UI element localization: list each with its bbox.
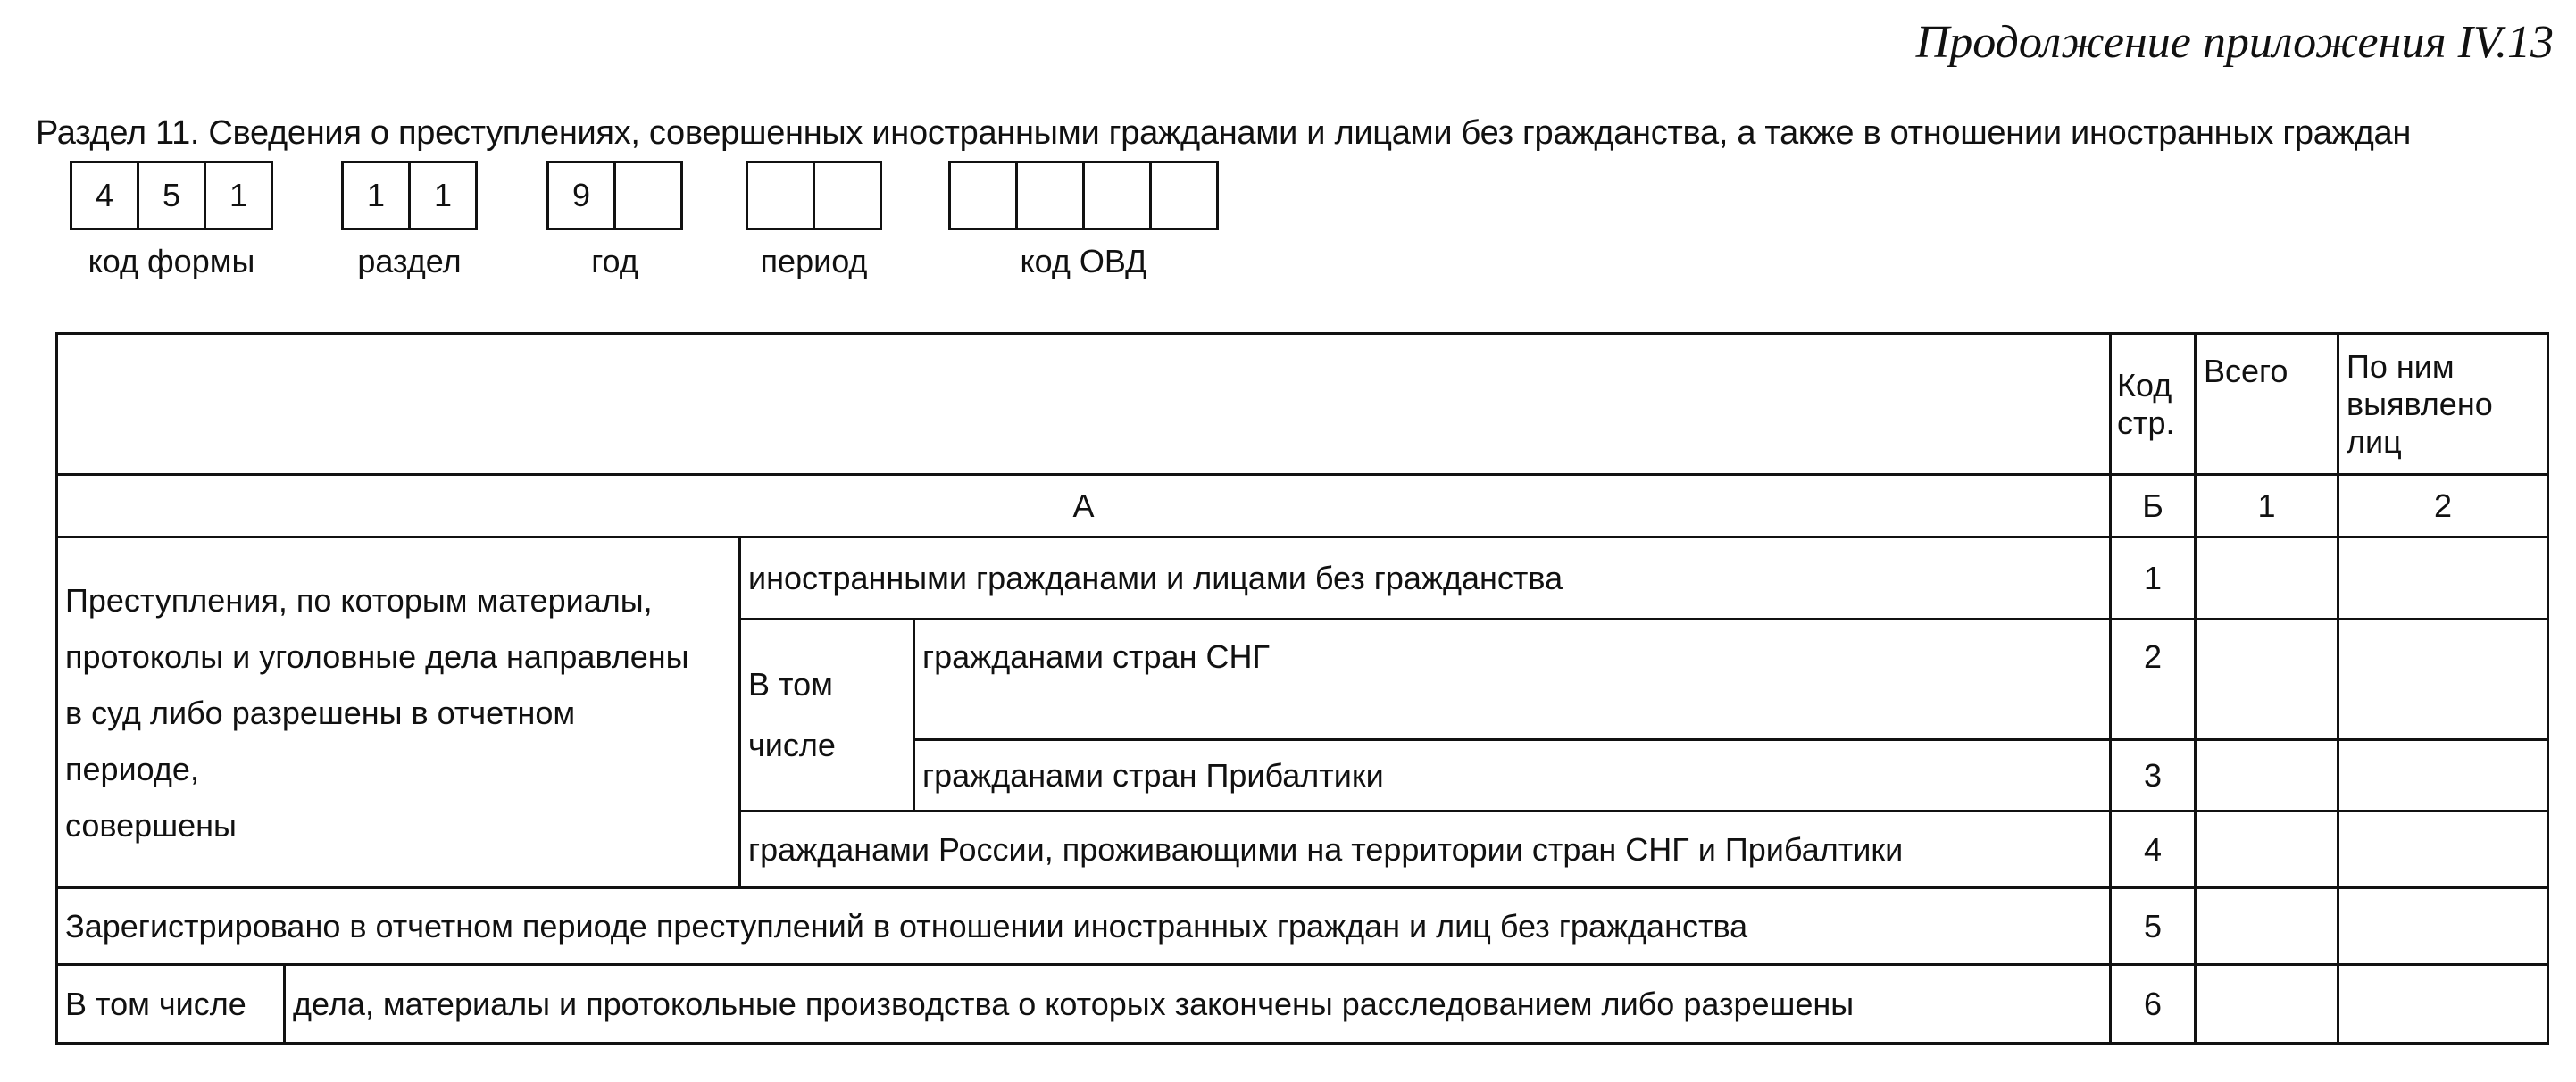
row-6-code: 6 <box>2111 965 2196 1044</box>
row-6-total-cell[interactable] <box>2196 965 2338 1044</box>
year-digit[interactable] <box>613 161 683 230</box>
section-heading: Раздел 11. Сведения о преступлениях, совершенных иностранными гражданами и лицами без гражданства, а также в отношении иностранных граждан <box>36 114 2412 152</box>
index-row <box>57 475 2548 537</box>
table-row <box>57 888 2548 965</box>
row-5-persons-cell[interactable] <box>2338 888 2548 965</box>
section-digit[interactable]: 1 <box>408 161 478 230</box>
period-code-group <box>746 161 882 280</box>
index-b: Б <box>2111 475 2196 537</box>
index-a: А <box>57 475 2111 537</box>
row-4-code: 4 <box>2111 812 2196 888</box>
form-code-digit[interactable]: 1 <box>204 161 273 230</box>
group1-label: Преступления, по которым материалы, протоколы и уголовные дела направлены в суд либо разрешены в отчетном периоде, совершены <box>57 537 740 888</box>
row-6-persons-cell[interactable] <box>2338 965 2548 1044</box>
form-code-label: код формы <box>88 243 255 279</box>
row-code-header: Код стр. <box>2111 334 2196 475</box>
row-3-persons-cell[interactable] <box>2338 740 2548 812</box>
persons-header: По ним выявлено лиц <box>2338 334 2548 475</box>
year-label: год <box>591 243 638 279</box>
index-1: 1 <box>2196 475 2338 537</box>
ovd-digit[interactable] <box>1015 161 1085 230</box>
row-1-label: иностранными гражданами и лицами без гражданства <box>740 537 2111 620</box>
row-4-persons-cell[interactable] <box>2338 812 2548 888</box>
form-code-digit[interactable]: 5 <box>137 161 206 230</box>
row-3-label: гражданами стран Прибалтики <box>914 740 2111 812</box>
row-1-total-cell[interactable] <box>2196 537 2338 620</box>
code-boxes <box>0 161 2576 295</box>
year-code-group <box>546 161 683 280</box>
continuation-title: Продолжение приложения IV.13 <box>1915 17 2554 68</box>
form-code-group <box>70 161 273 280</box>
section-digit[interactable]: 1 <box>341 161 411 230</box>
period-digit[interactable] <box>746 161 815 230</box>
section-label: раздел <box>357 243 462 279</box>
row-3-code: 3 <box>2111 740 2196 812</box>
row-1-persons-cell[interactable] <box>2338 537 2548 620</box>
header-blank-cell <box>57 334 2111 475</box>
row-6-prefix: В том числе <box>57 965 285 1044</box>
index-2: 2 <box>2338 475 2548 537</box>
ovd-digit[interactable] <box>1082 161 1152 230</box>
row-3-total-cell[interactable] <box>2196 740 2338 812</box>
total-header: Всего <box>2196 334 2338 475</box>
period-digit[interactable] <box>813 161 882 230</box>
row-2-label: гражданами стран СНГ <box>914 620 2111 740</box>
ovd-code-group <box>948 161 1219 280</box>
row-5-code: 5 <box>2111 888 2196 965</box>
ovd-digit[interactable] <box>1149 161 1219 230</box>
table-row <box>57 965 2548 1044</box>
row-1-code: 1 <box>2111 537 2196 620</box>
report-table <box>55 332 2549 1045</box>
row-2-code: 2 <box>2111 620 2196 740</box>
form-code-digit[interactable]: 4 <box>70 161 139 230</box>
ovd-code-label: код ОВД <box>1020 243 1147 279</box>
row-2-persons-cell[interactable] <box>2338 620 2548 740</box>
period-label: период <box>760 243 868 279</box>
year-digit[interactable]: 9 <box>546 161 616 230</box>
including-label: В том числе <box>740 620 914 812</box>
row-5-label: Зарегистрировано в отчетном периоде преступлений в отношении иностранных граждан и лиц без гражданства <box>57 888 2111 965</box>
row-5-total-cell[interactable] <box>2196 888 2338 965</box>
ovd-digit[interactable] <box>948 161 1018 230</box>
row-6-label: дела, материалы и протокольные производства о которых закончены расследованием либо разрешены <box>285 965 2111 1044</box>
row-2-total-cell[interactable] <box>2196 620 2338 740</box>
header-row <box>57 334 2548 475</box>
section-code-group <box>341 161 478 280</box>
row-4-label: гражданами России, проживающими на территории стран СНГ и Прибалтики <box>740 812 2111 888</box>
table-row <box>57 537 2548 620</box>
row-4-total-cell[interactable] <box>2196 812 2338 888</box>
